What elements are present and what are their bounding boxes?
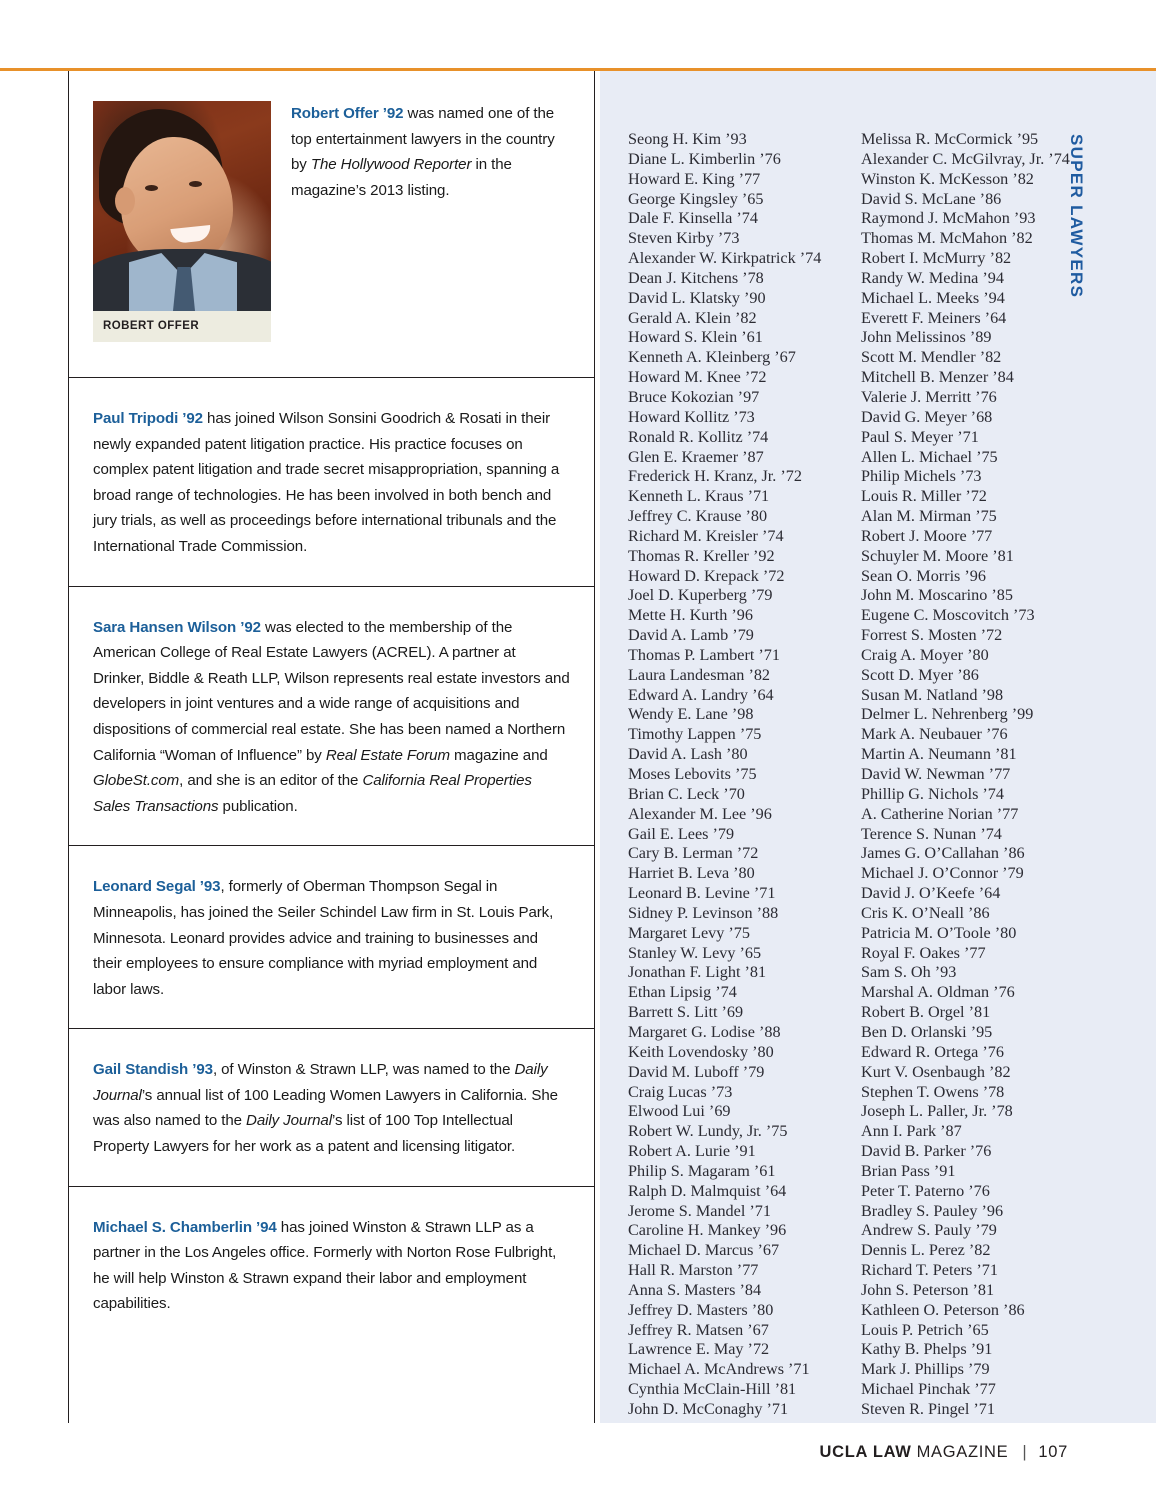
alumni-name-item: Mark J. Phillips ’79 xyxy=(861,1360,990,1379)
alumni-name-item: James G. O’Callahan ’86 xyxy=(861,844,1025,863)
alumni-name-item: Scott M. Mendler ’82 xyxy=(861,348,1002,367)
alumni-name-item: Paul S. Meyer ’71 xyxy=(861,427,979,446)
alumni-name-item: Robert W. Lundy, Jr. ’75 xyxy=(628,1122,788,1141)
page-number: 107 xyxy=(1038,1443,1068,1461)
alumni-name-item: Valerie J. Merritt ’76 xyxy=(861,387,997,406)
alumni-name-item: Andrew S. Pauly ’79 xyxy=(861,1221,997,1240)
news-brief-run: magazine and xyxy=(449,746,548,764)
alumni-name-item: George Kingsley ’65 xyxy=(628,189,764,208)
news-brief xyxy=(69,587,594,847)
alumni-name-item: Laura Landesman ’82 xyxy=(628,665,771,684)
alumni-name-item: David M. Luboff ’79 xyxy=(628,1062,765,1081)
news-brief-run: in the magazine’s 2013 listing. xyxy=(291,156,512,199)
alumni-name-item: Moses Lebovits ’75 xyxy=(628,765,757,783)
alumni-name-item: Sean O. Morris ’96 xyxy=(861,566,986,585)
alumni-name-item: Cary B. Lerman ’72 xyxy=(628,844,759,863)
alumni-name-item: Howard E. King ’77 xyxy=(628,169,761,188)
news-brief xyxy=(69,378,594,587)
alumni-name-item: Ralph D. Malmquist ’64 xyxy=(628,1181,787,1200)
news-brief-lead-name: Leonard Segal ’93 xyxy=(93,878,221,896)
alumni-name-item: Robert I. McMurry ’82 xyxy=(861,249,1012,268)
alumni-name-item: David J. O’Keefe ’64 xyxy=(861,884,1001,903)
alumni-name-item: Howard Kollitz ’73 xyxy=(628,407,755,426)
alumni-name-item: Leonard B. Levine ’71 xyxy=(628,884,776,903)
alumni-name-item: Cynthia McClain-Hill ’81 xyxy=(628,1380,797,1399)
news-brief-italic-run: Daily Journal xyxy=(93,1061,548,1104)
alumni-name-item: Marshal A. Oldman ’76 xyxy=(861,983,1015,1002)
alumni-name-item: Dale F. Kinsella ’74 xyxy=(628,209,758,228)
alumni-name-item: Robert B. Orgel ’81 xyxy=(861,1003,991,1022)
alumni-name-item: Royal F. Oakes ’77 xyxy=(861,943,986,962)
news-brief xyxy=(69,71,594,378)
alumni-name-item: Philip Michels ’73 xyxy=(861,467,982,486)
alumni-name-item: David S. McLane ’86 xyxy=(861,189,1002,208)
alumni-name-item: Cris K. O’Neall ’86 xyxy=(861,903,990,922)
page-footer xyxy=(820,1443,1068,1462)
news-brief-lead-name: Michael S. Chamberlin ’94 xyxy=(93,1218,277,1236)
alumni-name-item: Keith Lovendosky ’80 xyxy=(628,1042,774,1061)
footer-magazine-word: MAGAZINE xyxy=(916,1443,1009,1461)
alumni-name-item: Diane L. Kimberlin ’76 xyxy=(628,149,781,168)
alumni-name-item: Eugene C. Moscovitch ’73 xyxy=(861,606,1035,625)
alumni-name-item: Richard T. Peters ’71 xyxy=(861,1261,998,1280)
alumni-name-item: Kenneth L. Kraus ’71 xyxy=(628,487,770,506)
alumni-name-item: Ben D. Orlanski ’95 xyxy=(861,1022,993,1041)
alumni-name-item: Brian Pass ’91 xyxy=(861,1161,956,1180)
alumni-name-item: Thomas M. McMahon ’82 xyxy=(861,229,1033,248)
footer-brand: UCLA LAW xyxy=(819,1443,912,1461)
alumni-name-item: David A. Lash ’80 xyxy=(628,745,748,764)
alumni-name-item: Susan M. Natland ’98 xyxy=(861,685,1004,704)
portrait-figure xyxy=(93,101,271,342)
alumni-name-item: Michael A. McAndrews ’71 xyxy=(628,1360,810,1379)
alumni-name-item: Lawrence E. May ’72 xyxy=(628,1340,770,1359)
alumni-name-item: David L. Klatsky ’90 xyxy=(628,288,766,307)
news-brief-italic-run: The Hollywood Reporter xyxy=(310,156,472,174)
alumni-name-item: Margaret Levy ’75 xyxy=(628,923,750,942)
alumni-name-item: Scott D. Myer ’86 xyxy=(861,665,979,684)
alumni-name-item: Phillip G. Nichols ’74 xyxy=(861,784,1004,803)
alumni-name-item: David G. Meyer ’68 xyxy=(861,407,993,426)
portrait-eye-left xyxy=(145,185,158,191)
footer-separator: | xyxy=(1022,1443,1028,1461)
alumni-name-item: Howard D. Krepack ’72 xyxy=(628,566,785,585)
alumni-name-item: John M. Moscarino ’85 xyxy=(861,586,1013,605)
alumni-name-item: Frederick H. Kranz, Jr. ’72 xyxy=(628,467,802,486)
alumni-name-item: Alan M. Mirman ’75 xyxy=(861,507,997,526)
alumni-name-item: Ronald R. Kollitz ’74 xyxy=(628,427,769,446)
alumni-name-item: Timothy Lappen ’75 xyxy=(628,725,762,744)
alumni-name-item: Anna S. Masters ’84 xyxy=(628,1280,762,1299)
news-brief-run: ’s list of 100 Top Intellectual Property Lawyers for her work as a patent and licensing litigator. xyxy=(93,1112,516,1156)
alumni-name-item: Dean J. Kitchens ’78 xyxy=(628,268,764,287)
alumni-name-item: Louis R. Miller ’72 xyxy=(861,487,987,506)
alumni-name-item: Joel D. Kuperberg ’79 xyxy=(628,586,773,605)
alumni-name-item: Stanley W. Levy ’65 xyxy=(628,943,762,962)
alumni-name-item: Sam S. Oh ’93 xyxy=(861,963,957,982)
news-brief-text xyxy=(291,101,570,342)
news-brief-text xyxy=(93,874,570,1002)
alumni-name-item: Glen E. Kraemer ’87 xyxy=(628,447,764,466)
alumni-name-item: Jeffrey R. Matsen ’67 xyxy=(628,1320,769,1339)
news-brief-run: was named one of the top entertainment lawyers in the country by xyxy=(291,105,555,174)
alumni-name-item: David W. Newman ’77 xyxy=(861,765,1011,783)
news-brief-run: , of Winston & Strawn LLP, was named to the xyxy=(212,1061,515,1079)
alumni-name-item: Barrett S. Litt ’69 xyxy=(628,1003,744,1022)
news-brief-run: publication. xyxy=(218,797,298,815)
alumni-name-item: Melissa R. McCormick ’95 xyxy=(861,130,1039,148)
portrait-caption: ROBERT OFFER xyxy=(93,311,271,342)
news-brief-run: , and she is an editor of the xyxy=(179,772,363,790)
news-brief-run: ’s annual list of 100 Leading Women Lawyers in California. She was also named to the xyxy=(93,1086,558,1130)
alumni-name-item: Michael J. O’Connor ’79 xyxy=(861,864,1024,883)
alumni-name-item: David A. Lamb ’79 xyxy=(628,626,754,645)
alumni-name-item: Louis P. Petrich ’65 xyxy=(861,1320,989,1339)
news-brief-lead-name: Gail Standish ’93 xyxy=(93,1061,213,1079)
section-label-super-lawyers: SUPER LAWYERS xyxy=(1067,134,1086,299)
alumni-name-item: Everett F. Meiners ’64 xyxy=(861,308,1007,327)
alumni-news-column xyxy=(68,71,595,1423)
alumni-name-item: Jeffrey D. Masters ’80 xyxy=(628,1300,774,1319)
name-list-column-1 xyxy=(628,130,861,1420)
alumni-name-item: Randy W. Medina ’94 xyxy=(861,268,1004,287)
alumni-name-item: Richard M. Kreisler ’74 xyxy=(628,526,784,545)
alumni-name-item: Mitchell B. Menzer ’84 xyxy=(861,368,1014,387)
alumni-name-item: A. Catherine Norian ’77 xyxy=(861,804,1019,823)
portrait-ear-shape xyxy=(115,187,135,215)
super-lawyers-name-lists xyxy=(628,130,1070,1420)
news-brief-run: has joined Wilson Sonsini Goodrich & Rosati in their newly expanded patent litigation practice. His practice focuses on complex patent litigation and trade secret misappropriation, spanning a broad range of technologies. He has been involved in both bench and jury trials, as well as proceedings before international tribunals and the International Trade Commission. xyxy=(93,410,560,555)
alumni-name-item: Howard M. Knee ’72 xyxy=(628,368,767,387)
alumni-name-item: Alexander C. McGilvray, Jr. ’74 xyxy=(861,149,1070,168)
alumni-name-item: Edward A. Landry ’64 xyxy=(628,685,774,704)
alumni-name-item: Robert J. Moore ’77 xyxy=(861,526,993,545)
alumni-name-item: Gerald A. Klein ’82 xyxy=(628,308,757,327)
alumni-name-item: Michael L. Meeks ’94 xyxy=(861,288,1005,307)
alumni-name-item: Sidney P. Levinson ’88 xyxy=(628,903,779,922)
alumni-name-item: Terence S. Nunan ’74 xyxy=(861,824,1002,843)
news-brief-lead-name: Paul Tripodi ’92 xyxy=(93,410,203,427)
news-brief-run: has joined Winston & Strawn LLP as a partner in the Los Angeles office. Formerly with Norton Rose Fulbright, he will help Winston & Strawn expand their labor and employment capabilities. xyxy=(93,1218,557,1313)
alumni-name-item: Alexander W. Kirkpatrick ’74 xyxy=(628,249,822,268)
alumni-name-item: Craig Lucas ’73 xyxy=(628,1082,733,1101)
alumni-name-item: Ann I. Park ’87 xyxy=(861,1122,962,1141)
alumni-name-item: Kurt V. Osenbaugh ’82 xyxy=(861,1062,1011,1081)
news-brief-italic-run: California Real Properties Sales Transactions xyxy=(93,772,532,815)
portrait-eye-right xyxy=(189,181,202,187)
alumni-name-item: Margaret G. Lodise ’88 xyxy=(628,1022,781,1041)
alumni-name-item: Delmer L. Nehrenberg ’99 xyxy=(861,705,1034,724)
news-brief-run: , formerly of Oberman Thompson Segal in Minneapolis, has joined the Seiler Schindel Law firm in St. Louis Park, Minnesota. Leonard provides advice and training to businesses and their employees to ensure compliance with myriad employment and labor laws. xyxy=(93,878,554,998)
alumni-name-item: John S. Peterson ’81 xyxy=(861,1280,995,1299)
alumni-name-item: Michael D. Marcus ’67 xyxy=(628,1241,780,1260)
alumni-name-item: Patricia M. O’Toole ’80 xyxy=(861,923,1017,942)
news-brief-text xyxy=(93,615,570,820)
alumni-name-item: Mette H. Kurth ’96 xyxy=(628,606,753,625)
alumni-name-item: Martin A. Neumann ’81 xyxy=(861,745,1017,764)
news-brief-italic-run: Daily Journal xyxy=(246,1112,332,1130)
news-brief-italic-run: Real Estate Forum xyxy=(325,746,450,764)
alumni-name-item: Ethan Lipsig ’74 xyxy=(628,983,737,1002)
alumni-name-item: Michael Pinchak ’77 xyxy=(861,1380,996,1399)
alumni-name-item: Steven R. Pingel ’71 xyxy=(861,1400,995,1418)
news-brief xyxy=(69,1187,594,1343)
alumni-name-item: Winston K. McKesson ’82 xyxy=(861,169,1034,188)
alumni-name-item: Schuyler M. Moore ’81 xyxy=(861,546,1014,565)
news-brief xyxy=(69,846,594,1029)
news-brief-lead-name: Robert Offer ’92 xyxy=(291,105,404,122)
alumni-name-item: Seong H. Kim ’93 xyxy=(628,130,747,148)
news-brief xyxy=(69,1029,594,1186)
alumni-name-item: Jeffrey C. Krause ’80 xyxy=(628,507,768,526)
alumni-name-item: Steven Kirby ’73 xyxy=(628,229,740,248)
alumni-name-item: Gail E. Lees ’79 xyxy=(628,824,735,843)
alumni-name-item: Jerome S. Mandel ’71 xyxy=(628,1201,771,1220)
alumni-name-item: Brian C. Leck ’70 xyxy=(628,784,745,803)
alumni-name-item: Jonathan F. Light ’81 xyxy=(628,963,767,982)
news-brief-italic-run: GlobeSt.com xyxy=(93,772,180,790)
alumni-name-item: Kathy B. Phelps ’91 xyxy=(861,1340,993,1359)
alumni-name-item: Raymond J. McMahon ’93 xyxy=(861,209,1036,228)
news-brief-lead-name: Sara Hansen Wilson ’92 xyxy=(93,618,261,636)
news-brief-run: was elected to the membership of the American College of Real Estate Lawyers (ACREL). A partner at Drinker, Biddle & Reath LLP, Wilson represents real estate investors and developers in joint ventures and a wide range of acquisitions and dispositions of commercial real estate. She has been named a Northern California “Woman of Influence” by xyxy=(93,618,570,764)
alumni-name-item: Howard S. Klein ’61 xyxy=(628,328,763,347)
alumni-name-item: Stephen T. Owens ’78 xyxy=(861,1082,1005,1101)
alumni-name-item: Craig A. Moyer ’80 xyxy=(861,645,989,664)
alumni-name-item: Edward R. Ortega ’76 xyxy=(861,1042,1004,1061)
alumni-name-item: Kathleen O. Peterson ’86 xyxy=(861,1300,1025,1319)
alumni-name-item: Dennis L. Perez ’82 xyxy=(861,1241,991,1260)
alumni-name-item: Allen L. Michael ’75 xyxy=(861,447,998,466)
alumni-name-item: Alexander M. Lee ’96 xyxy=(628,804,772,823)
portrait-photo xyxy=(93,101,271,311)
alumni-name-item: Thomas P. Lambert ’71 xyxy=(628,645,780,664)
alumni-name-item: Hall R. Marston ’77 xyxy=(628,1261,759,1280)
alumni-name-item: Philip S. Magaram ’61 xyxy=(628,1161,776,1180)
news-brief-text xyxy=(93,1057,570,1159)
alumni-name-item: Joseph L. Paller, Jr. ’78 xyxy=(861,1102,1013,1121)
alumni-name-item: Harriet B. Leva ’80 xyxy=(628,864,755,883)
alumni-name-item: John Melissinos ’89 xyxy=(861,328,992,347)
alumni-name-item: Caroline H. Mankey ’96 xyxy=(628,1221,787,1240)
alumni-name-item: Kenneth A. Kleinberg ’67 xyxy=(628,348,796,367)
alumni-name-item: Wendy E. Lane ’98 xyxy=(628,705,754,724)
alumni-name-item: Mark A. Neubauer ’76 xyxy=(861,725,1008,744)
alumni-name-item: Robert A. Lurie ’91 xyxy=(628,1142,756,1161)
name-list-column-2 xyxy=(861,130,1070,1420)
alumni-name-item: Forrest S. Mosten ’72 xyxy=(861,626,1003,645)
alumni-name-item: David B. Parker ’76 xyxy=(861,1142,992,1161)
alumni-name-item: Bruce Kokozian ’97 xyxy=(628,387,760,406)
alumni-name-item: Peter T. Paterno ’76 xyxy=(861,1181,990,1200)
alumni-name-item: Bradley S. Pauley ’96 xyxy=(861,1201,1004,1220)
news-brief-text xyxy=(93,406,570,560)
alumni-name-item: John D. McConaghy ’71 xyxy=(628,1400,789,1418)
news-brief-text xyxy=(93,1215,570,1317)
alumni-name-item: Thomas R. Kreller ’92 xyxy=(628,546,775,565)
alumni-name-item: Elwood Lui ’69 xyxy=(628,1102,731,1121)
